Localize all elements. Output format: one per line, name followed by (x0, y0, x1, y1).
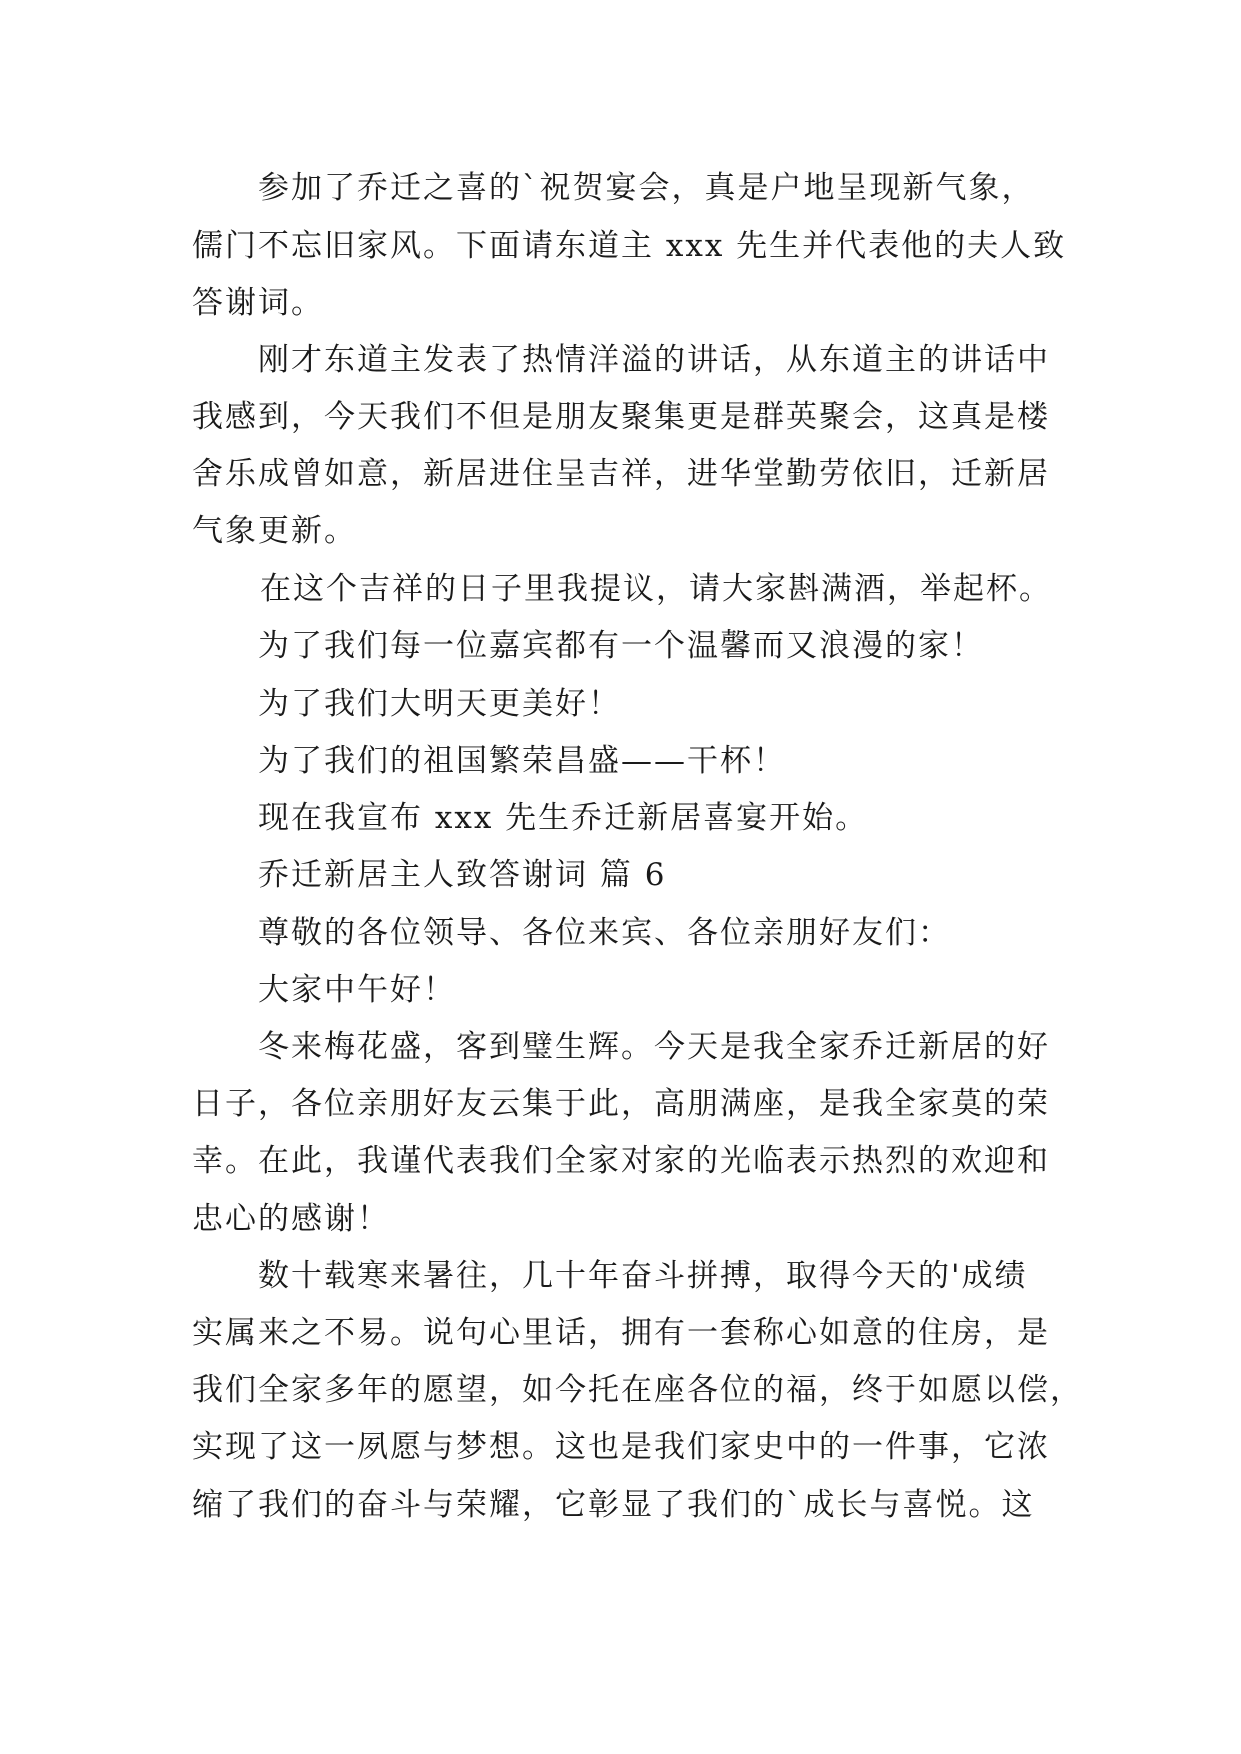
text-line: 数十载寒来暑往，几十年奋斗拼搏，取得今天的'成绩 (258, 1258, 1028, 1294)
text-line: 我感到，今天我们不但是朋友聚集更是群英聚会，这真是楼 (192, 399, 1050, 435)
text-line: 在这个吉祥的日子里我提议，请大家斟满酒，举起杯。 (260, 571, 1052, 607)
text-line: 缩了我们的奋斗与荣耀，它彰显了我们的`成长与喜悦。这 (192, 1487, 1035, 1523)
text-line: 忠心的感谢！ (192, 1201, 390, 1237)
text-line: 大家中午好！ (258, 972, 456, 1008)
text-line: 舍乐成曾如意，新居进住呈吉祥，进华堂勤劳依旧，迁新居 (192, 456, 1050, 492)
text-line: 日子，各位亲朋好友云集于此，高朋满座，是我全家莫的荣 (192, 1086, 1050, 1122)
text-line: 现在我宣布 xxx 先生乔迁新居喜宴开始。 (258, 800, 869, 836)
text-line: 实属来之不易。说句心里话，拥有一套称心如意的住房，是 (192, 1315, 1050, 1351)
section-heading: 乔迁新居主人致答谢词 篇 6 (258, 857, 667, 893)
text-line: 我们全家多年的愿望，如今托在座各位的福，终于如愿以偿， (192, 1372, 1083, 1408)
text-line: 尊敬的各位领导、各位来宾、各位亲朋好友们： (258, 915, 951, 951)
text-line: 参加了乔迁之喜的`祝贺宴会，真是户地呈现新气象， (258, 170, 1035, 206)
text-line: 幸。在此，我谨代表我们全家对家的光临表示热烈的欢迎和 (192, 1143, 1050, 1179)
text-line: 为了我们的祖国繁荣昌盛——干杯！ (258, 743, 786, 779)
text-line: 为了我们大明天更美好！ (258, 686, 621, 722)
text-line: 为了我们每一位嘉宾都有一个温馨而又浪漫的家！ (258, 628, 984, 664)
text-line: 气象更新。 (192, 513, 357, 549)
text-line: 刚才东道主发表了热情洋溢的讲话，从东道主的讲话中 (258, 342, 1050, 378)
text-line: 冬来梅花盛，客到璧生辉。今天是我全家乔迁新居的好 (258, 1029, 1050, 1065)
text-line: 儒门不忘旧家风。下面请东道主 xxx 先生并代表他的夫人致 (192, 228, 1067, 264)
text-line: 答谢词。 (192, 285, 324, 321)
text-line: 实现了这一夙愿与梦想。这也是我们家史中的一件事，它浓 (192, 1429, 1050, 1465)
